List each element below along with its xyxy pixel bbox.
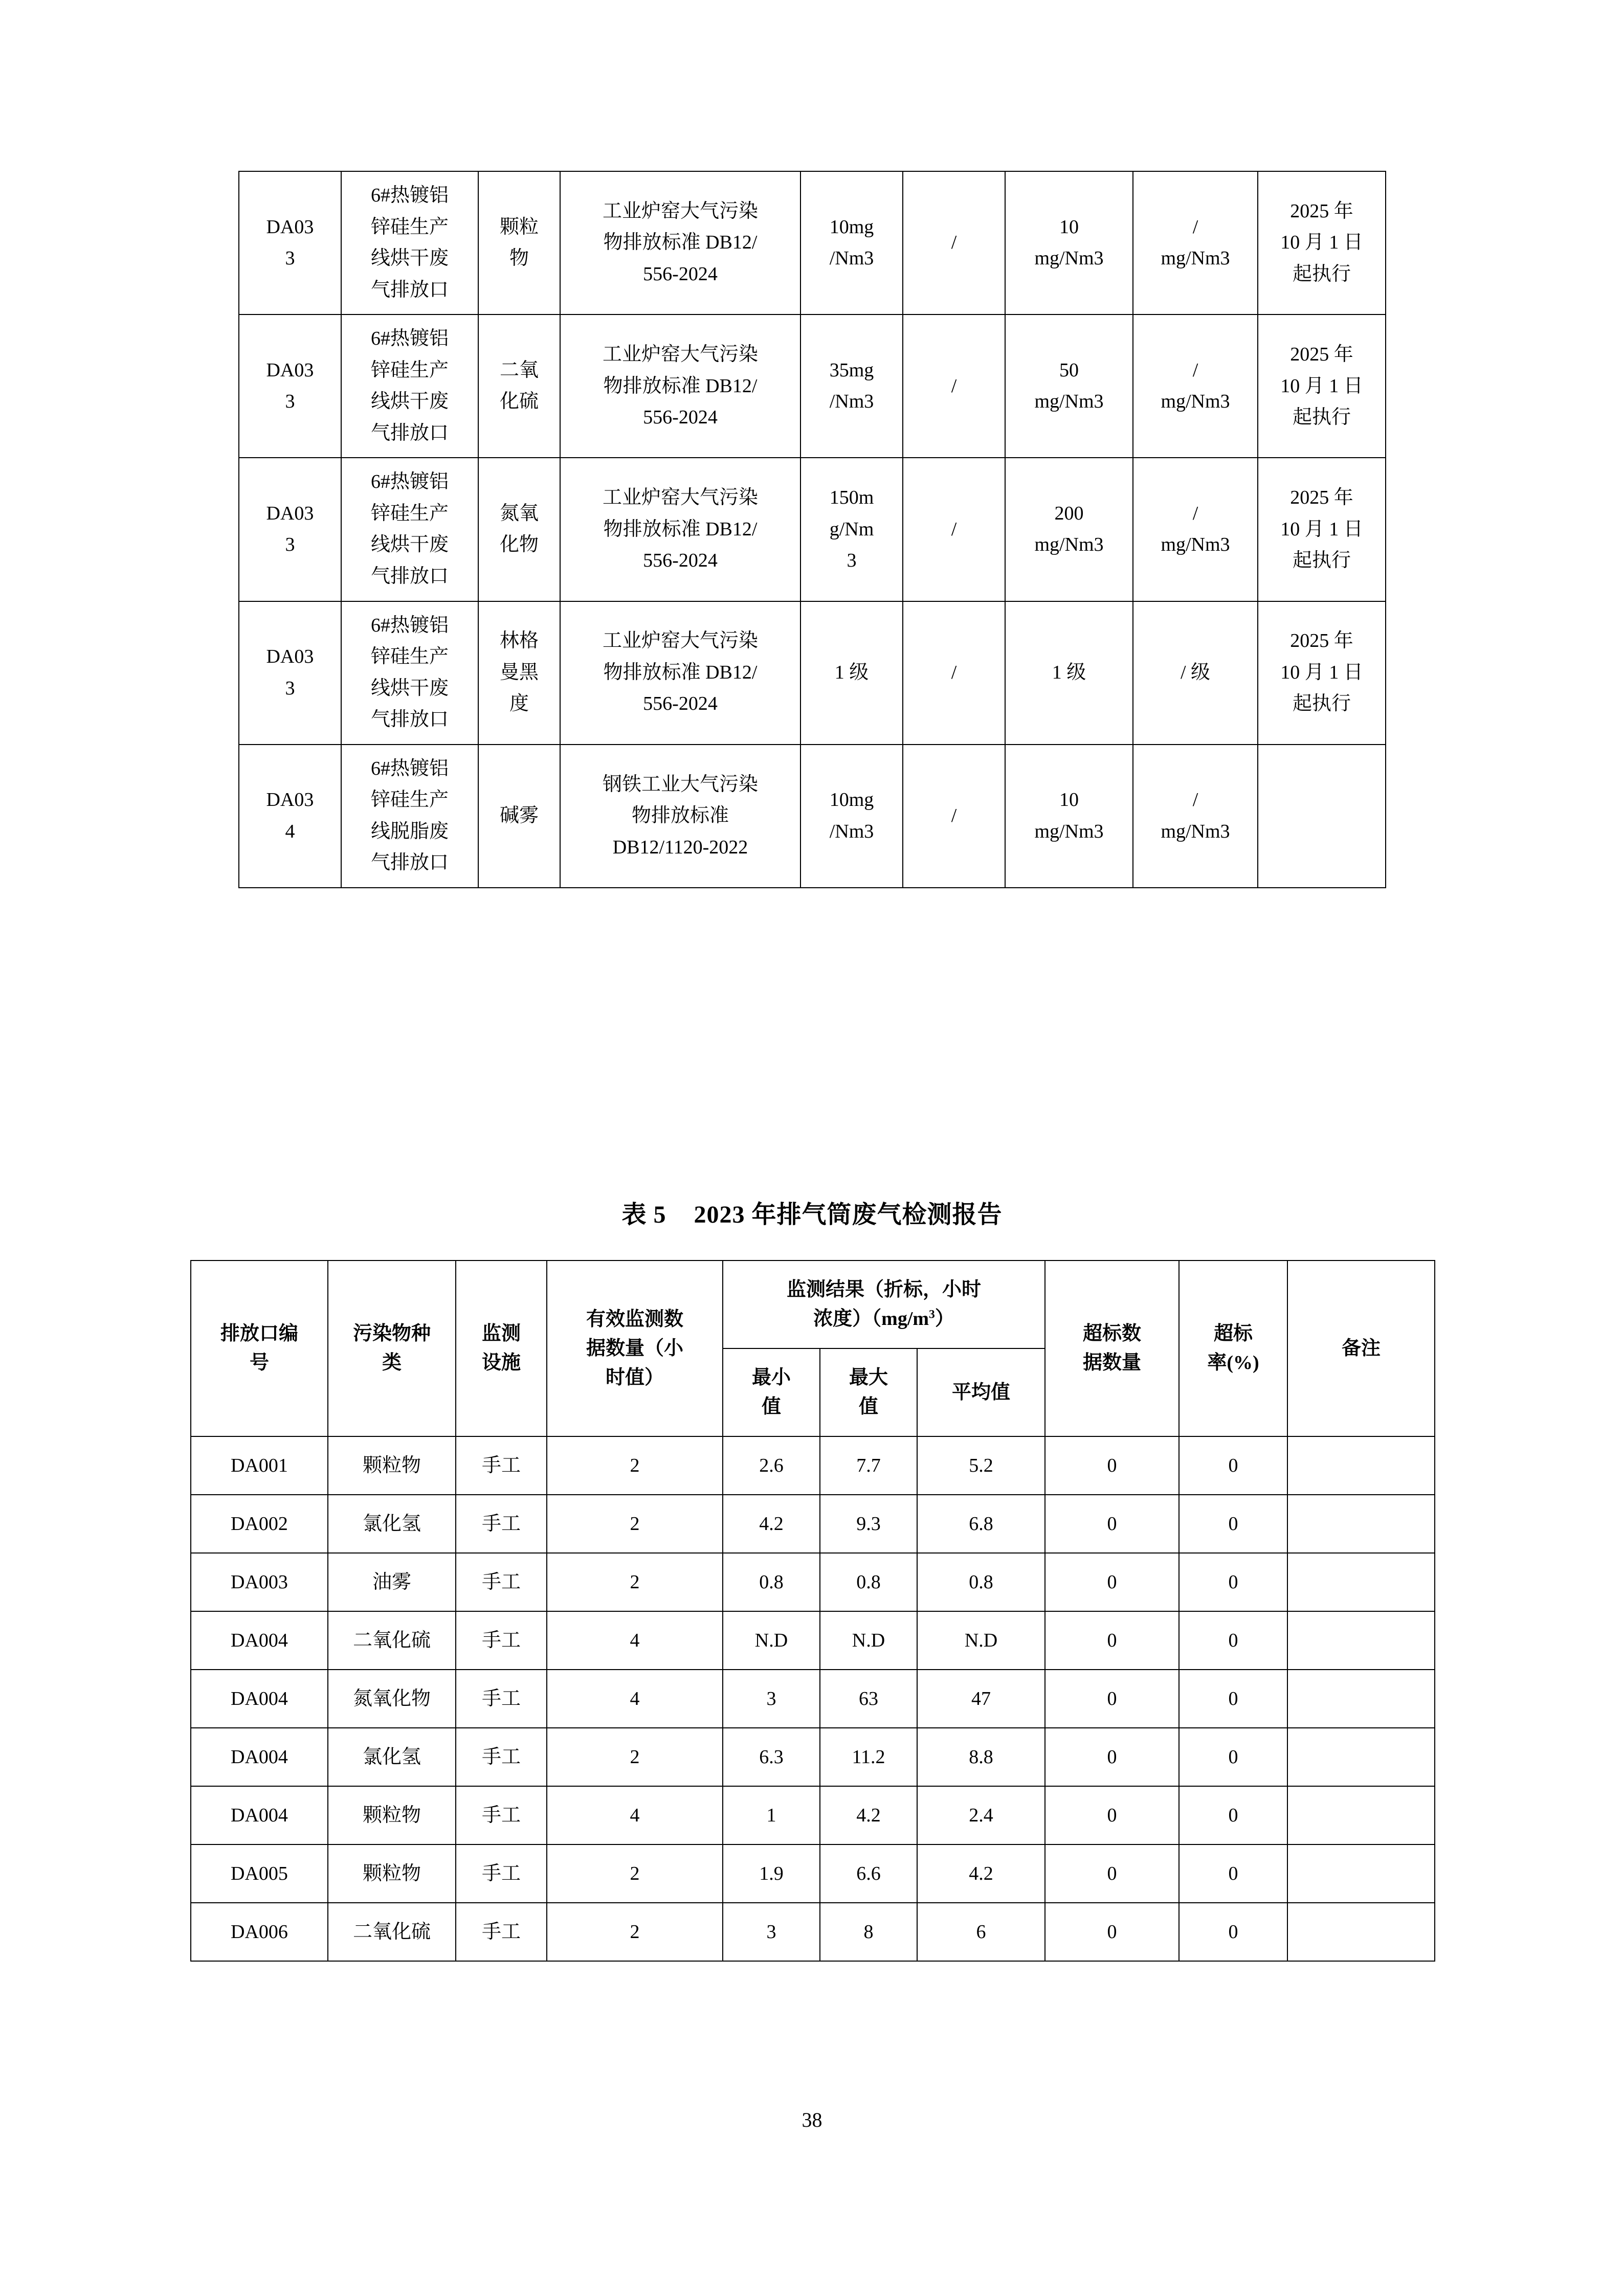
cell-monitor-facility: 手工 <box>456 1844 547 1903</box>
permit-conc-line: g/Nm <box>829 518 874 540</box>
cell-note <box>1258 171 1386 314</box>
table5-caption-label: 表 5 <box>621 1201 666 1228</box>
cell-permit-conc-limit <box>800 314 903 458</box>
cell-permit-conc-limit <box>800 458 903 601</box>
permit-conc-line: 1 级 <box>834 661 869 683</box>
cell-max-value: N.D <box>820 1611 917 1670</box>
cell-outlet-code: DA001 <box>191 1436 328 1495</box>
header-valid-data-count-line: 据数量（小 <box>586 1337 683 1359</box>
note-line: 2025 年 <box>1290 487 1353 509</box>
standard-line: 物排放标准 DB12/ <box>603 232 758 254</box>
permit-conc-line: /Nm3 <box>829 820 874 842</box>
table-row <box>239 314 1386 458</box>
cell-pollutant: 颗粒物 <box>328 1786 456 1844</box>
cell-avg-value: 0.8 <box>917 1553 1045 1611</box>
header-exceed-count-line: 据数量 <box>1083 1352 1142 1374</box>
permit-conc-line: /Nm3 <box>829 391 874 413</box>
table-row <box>191 1844 1435 1903</box>
outlet-name-line: 线烘干废 <box>370 677 449 699</box>
cell-pollutant: 氯化氢 <box>328 1728 456 1786</box>
outlet-code-line: 4 <box>285 820 295 842</box>
note-line: 起执行 <box>1292 550 1351 572</box>
standard-conc-line: 10 <box>1059 216 1079 238</box>
cell-max-value: 11.2 <box>820 1728 917 1786</box>
cell-valid-data-count: 2 <box>547 1844 723 1903</box>
cell-max-value: 8 <box>820 1903 917 1961</box>
standard-rate-line: / 级 <box>1180 661 1211 683</box>
standard-rate-line: mg/Nm3 <box>1161 534 1230 556</box>
cell-max-value: 4.2 <box>820 1786 917 1844</box>
header-max-value-line: 值 <box>858 1396 878 1417</box>
cell-standard-rate-limit <box>1133 314 1258 458</box>
cell-permit-conc-limit <box>800 601 903 745</box>
cell-min-value: 3 <box>723 1670 820 1728</box>
cell-outlet-name <box>341 601 478 745</box>
table-row <box>191 1495 1435 1553</box>
outlet-name-line: 6#热镀铝 <box>370 328 449 350</box>
cell-exceed-count: 0 <box>1045 1903 1179 1961</box>
cell-outlet-code: DA006 <box>191 1903 328 1961</box>
page-number: 38 <box>802 2108 822 2131</box>
cell-avg-value: 4.2 <box>917 1844 1045 1903</box>
outlet-name-line: 6#热镀铝 <box>370 614 449 636</box>
header-min-value <box>723 1348 820 1436</box>
header-exceed-count-line: 超标数 <box>1083 1323 1142 1344</box>
cell-note <box>1258 745 1386 888</box>
header-monitor-facility <box>456 1260 547 1436</box>
outlet-name-line: 锌硅生产 <box>370 789 449 811</box>
standard-line: 556-2024 <box>643 693 718 715</box>
standard-conc-line: 1 级 <box>1052 661 1086 683</box>
cell-standard-rate-limit <box>1133 458 1258 601</box>
outlet-name-line: 线烘干废 <box>370 391 449 413</box>
cell-pollutant: 二氧化硫 <box>328 1611 456 1670</box>
cell-standard-conc-limit <box>1005 171 1133 314</box>
cell-pollutant <box>478 171 560 314</box>
note-line: 10 月 1 日 <box>1280 518 1363 540</box>
cell-pollutant: 二氧化硫 <box>328 1903 456 1961</box>
cell-permit-rate-limit <box>903 171 1005 314</box>
table5-header-row-1 <box>191 1260 1435 1348</box>
table-row <box>191 1728 1435 1786</box>
cell-pollutant <box>478 745 560 888</box>
standard-line: 556-2024 <box>643 550 718 572</box>
outlet-name-line: 气排放口 <box>370 422 449 444</box>
cell-exceed-rate: 0 <box>1179 1844 1287 1903</box>
header-avg-value <box>917 1348 1045 1436</box>
cell-outlet-code: DA005 <box>191 1844 328 1903</box>
header-remark-line: 备注 <box>1342 1337 1381 1359</box>
pollutant-line: 氮氧 <box>499 502 539 524</box>
permit-rate-line: / <box>951 232 957 254</box>
standard-line: 物排放标准 DB12/ <box>603 518 758 540</box>
cell-max-value: 63 <box>820 1670 917 1728</box>
pollutant-line: 颗粒 <box>499 216 539 238</box>
cell-outlet-code <box>239 601 341 745</box>
standard-line: DB12/1120-2022 <box>612 836 748 858</box>
cell-exceed-rate: 0 <box>1179 1611 1287 1670</box>
header-exceed-rate <box>1179 1260 1287 1436</box>
pollutant-line: 物 <box>509 247 529 269</box>
note-line: 起执行 <box>1292 693 1351 715</box>
cell-outlet-code: DA004 <box>191 1611 328 1670</box>
cell-valid-data-count: 2 <box>547 1903 723 1961</box>
standard-rate-line: / <box>1192 216 1198 238</box>
outlet-name-line: 锌硅生产 <box>370 502 449 524</box>
cell-outlet-code: DA002 <box>191 1495 328 1553</box>
permit-rate-line: / <box>951 805 957 827</box>
table-row <box>191 1553 1435 1611</box>
cell-monitor-facility: 手工 <box>456 1786 547 1844</box>
cell-avg-value: 6 <box>917 1903 1045 1961</box>
cell-avg-value: 47 <box>917 1670 1045 1728</box>
cell-monitor-facility: 手工 <box>456 1553 547 1611</box>
standard-rate-line: mg/Nm3 <box>1161 820 1230 842</box>
table-row <box>239 601 1386 745</box>
cell-max-value: 0.8 <box>820 1553 917 1611</box>
table5-caption <box>0 1195 1624 1230</box>
outlet-code-line: 3 <box>285 391 295 413</box>
outlet-code-line: DA03 <box>266 216 314 238</box>
outlet-name-line: 气排放口 <box>370 566 449 588</box>
pollutant-line: 化硫 <box>499 391 539 413</box>
header-exceed-rate-line: 超标 <box>1214 1323 1253 1344</box>
cell-permit-conc-limit <box>800 171 903 314</box>
standard-rate-line: / <box>1192 502 1198 524</box>
outlet-code-line: 3 <box>285 247 295 269</box>
cell-avg-value: 5.2 <box>917 1436 1045 1495</box>
standard-rate-line: / <box>1192 359 1198 381</box>
cell-remark <box>1287 1670 1435 1728</box>
outlet-name-line: 锌硅生产 <box>370 216 449 238</box>
cell-standard-rate-limit <box>1133 745 1258 888</box>
standard-conc-line: mg/Nm3 <box>1034 247 1104 269</box>
cell-outlet-code: DA004 <box>191 1786 328 1844</box>
outlet-name-line: 气排放口 <box>370 709 449 731</box>
cell-standard-conc-limit <box>1005 745 1133 888</box>
header-max-value <box>820 1348 917 1436</box>
permit-conc-line: /Nm3 <box>829 247 874 269</box>
cell-pollutant: 颗粒物 <box>328 1436 456 1495</box>
cell-exceed-count: 0 <box>1045 1844 1179 1903</box>
outlet-name-line: 气排放口 <box>370 852 449 874</box>
header-result-group-line: 浓度）$(mg/m^3)$ <box>813 1308 954 1330</box>
cell-permit-conc-limit <box>800 745 903 888</box>
cell-monitor-facility: 手工 <box>456 1670 547 1728</box>
note-line: 2025 年 <box>1290 630 1353 652</box>
cell-avg-value: N.D <box>917 1611 1045 1670</box>
pollutant-line: 林格 <box>499 630 539 652</box>
header-pollutant-type <box>328 1260 456 1436</box>
outlet-name-line: 6#热镀铝 <box>370 185 449 206</box>
standard-line: 物排放标准 DB12/ <box>603 661 758 683</box>
cell-exceed-rate: 0 <box>1179 1903 1287 1961</box>
standard-line: 556-2024 <box>643 263 718 285</box>
cell-standard <box>560 171 800 314</box>
permit-rate-line: / <box>951 661 957 683</box>
cell-exceed-count: 0 <box>1045 1611 1179 1670</box>
cell-outlet-name <box>341 458 478 601</box>
table-row <box>239 745 1386 888</box>
standard-line: 工业炉窑大气污染 <box>602 200 758 222</box>
cell-outlet-name <box>341 171 478 314</box>
standard-conc-line: mg/Nm3 <box>1034 391 1104 413</box>
note-line: 2025 年 <box>1290 343 1353 365</box>
cell-min-value: 1.9 <box>723 1844 820 1903</box>
cell-valid-data-count: 4 <box>547 1611 723 1670</box>
cell-avg-value: 2.4 <box>917 1786 1045 1844</box>
note-line: 2025 年 <box>1290 200 1353 222</box>
cell-pollutant: 氮氧化物 <box>328 1670 456 1728</box>
cell-exceed-count: 0 <box>1045 1728 1179 1786</box>
standard-line: 工业炉窑大气污染 <box>602 343 758 365</box>
cell-outlet-code: DA004 <box>191 1728 328 1786</box>
header-monitor-facility-line: 设施 <box>481 1352 521 1374</box>
header-monitor-facility-line: 监测 <box>481 1323 521 1344</box>
cell-min-value: 4.2 <box>723 1495 820 1553</box>
cell-exceed-count: 0 <box>1045 1495 1179 1553</box>
pollutant-line: 碱雾 <box>499 805 539 827</box>
cell-exceed-rate: 0 <box>1179 1436 1287 1495</box>
header-valid-data-count-line: 有效监测数 <box>586 1308 683 1330</box>
standard-line: 工业炉窑大气污染 <box>602 630 758 652</box>
cell-min-value: N.D <box>723 1611 820 1670</box>
cell-standard <box>560 314 800 458</box>
note-line: 起执行 <box>1292 407 1351 429</box>
outlet-name-line: 气排放口 <box>370 279 449 301</box>
header-remark <box>1287 1260 1435 1436</box>
outlet-code-line: DA03 <box>266 502 314 524</box>
permit-conc-line: 10mg <box>829 216 874 238</box>
standard-conc-line: 10 <box>1059 789 1079 811</box>
cell-valid-data-count: 2 <box>547 1436 723 1495</box>
cell-standard-rate-limit <box>1133 171 1258 314</box>
cell-max-value: 6.6 <box>820 1844 917 1903</box>
table5-caption-title: 2023 年排气筒废气检测报告 <box>694 1201 1003 1228</box>
standard-conc-line: mg/Nm3 <box>1034 534 1104 556</box>
outlet-code-line: DA03 <box>266 789 314 811</box>
cell-outlet-code: DA003 <box>191 1553 328 1611</box>
cell-pollutant: 油雾 <box>328 1553 456 1611</box>
cell-exceed-rate: 0 <box>1179 1670 1287 1728</box>
outlet-name-line: 线烘干废 <box>370 534 449 556</box>
cell-exceed-rate: 0 <box>1179 1786 1287 1844</box>
cell-standard-conc-limit <box>1005 314 1133 458</box>
pollutant-line: 化物 <box>499 534 539 556</box>
cell-remark <box>1287 1786 1435 1844</box>
cell-permit-rate-limit <box>903 601 1005 745</box>
header-valid-data-count <box>547 1260 723 1436</box>
cell-remark <box>1287 1553 1435 1611</box>
header-monitoring-result-group <box>723 1260 1045 1348</box>
note-line: 10 月 1 日 <box>1280 661 1363 683</box>
cell-remark <box>1287 1436 1435 1495</box>
outlet-name-line: 锌硅生产 <box>370 359 449 381</box>
cell-valid-data-count: 2 <box>547 1553 723 1611</box>
header-pollutant-type-line: 污染物种 <box>352 1323 431 1344</box>
permit-conc-line: 150m <box>829 487 874 509</box>
standard-rate-line: / <box>1192 789 1198 811</box>
outlet-name-line: 6#热镀铝 <box>370 471 449 493</box>
standard-line: 556-2024 <box>643 407 718 429</box>
cell-avg-value: 8.8 <box>917 1728 1045 1786</box>
outlet-name-line: 6#热镀铝 <box>370 757 449 779</box>
header-outlet-code-line: 号 <box>249 1352 269 1374</box>
cell-exceed-count: 0 <box>1045 1786 1179 1844</box>
standard-line: 物排放标准 DB12/ <box>603 375 758 397</box>
emission-permit-table <box>238 171 1386 888</box>
outlet-name-line: 线脱脂废 <box>370 820 449 842</box>
standard-conc-line: 50 <box>1059 359 1079 381</box>
outlet-code-line: DA03 <box>266 646 314 668</box>
cell-standard <box>560 601 800 745</box>
cell-remark <box>1287 1903 1435 1961</box>
cell-min-value: 1 <box>723 1786 820 1844</box>
cell-outlet-name <box>341 314 478 458</box>
table-row <box>239 458 1386 601</box>
cell-pollutant <box>478 458 560 601</box>
standard-line: 工业炉窑大气污染 <box>602 487 758 509</box>
pollutant-line: 二氧 <box>499 359 539 381</box>
cell-standard-conc-limit <box>1005 601 1133 745</box>
cell-monitor-facility: 手工 <box>456 1903 547 1961</box>
cell-remark <box>1287 1611 1435 1670</box>
cell-remark <box>1287 1728 1435 1786</box>
cell-monitor-facility: 手工 <box>456 1495 547 1553</box>
table-row <box>191 1611 1435 1670</box>
cell-standard <box>560 458 800 601</box>
standard-conc-line: 200 <box>1054 502 1084 524</box>
cell-pollutant <box>478 314 560 458</box>
permit-rate-line: / <box>951 375 957 397</box>
note-line: 起执行 <box>1292 263 1351 285</box>
cell-valid-data-count: 2 <box>547 1728 723 1786</box>
standard-rate-line: mg/Nm3 <box>1161 391 1230 413</box>
cell-valid-data-count: 4 <box>547 1670 723 1728</box>
header-outlet-code-line: 排放口编 <box>220 1323 298 1344</box>
cell-avg-value: 6.8 <box>917 1495 1045 1553</box>
cell-standard <box>560 745 800 888</box>
cell-pollutant: 氯化氢 <box>328 1495 456 1553</box>
cell-permit-rate-limit <box>903 745 1005 888</box>
pollutant-line: 度 <box>509 693 529 715</box>
cell-max-value: 9.3 <box>820 1495 917 1553</box>
cell-remark <box>1287 1495 1435 1553</box>
cell-min-value: 3 <box>723 1903 820 1961</box>
cell-valid-data-count: 2 <box>547 1495 723 1553</box>
header-min-value-line: 最小 <box>751 1367 791 1388</box>
cell-remark <box>1287 1844 1435 1903</box>
cell-permit-rate-limit <box>903 458 1005 601</box>
stack-gas-monitoring-table <box>190 1260 1435 1962</box>
cell-standard-conc-limit <box>1005 458 1133 601</box>
cell-exceed-count: 0 <box>1045 1436 1179 1495</box>
header-exceed-rate-line: 率(%) <box>1207 1352 1259 1374</box>
header-min-value-line: 值 <box>761 1396 781 1417</box>
cell-outlet-name <box>341 745 478 888</box>
note-line: 10 月 1 日 <box>1280 232 1363 254</box>
outlet-code-line: DA03 <box>266 359 314 381</box>
cell-permit-rate-limit <box>903 314 1005 458</box>
header-valid-data-count-line: 时值） <box>605 1366 664 1388</box>
table-row <box>191 1903 1435 1961</box>
cell-exceed-rate: 0 <box>1179 1495 1287 1553</box>
cell-note <box>1258 314 1386 458</box>
cell-monitor-facility: 手工 <box>456 1611 547 1670</box>
cell-min-value: 6.3 <box>723 1728 820 1786</box>
cell-max-value: 7.7 <box>820 1436 917 1495</box>
cell-outlet-code <box>239 458 341 601</box>
cell-exceed-rate: 0 <box>1179 1728 1287 1786</box>
outlet-code-line: 3 <box>285 534 295 556</box>
cell-exceed-rate: 0 <box>1179 1553 1287 1611</box>
permit-conc-line: 35mg <box>829 359 874 381</box>
table-row <box>191 1786 1435 1844</box>
cell-outlet-code: DA004 <box>191 1670 328 1728</box>
permit-conc-line: 3 <box>847 550 857 572</box>
standard-rate-line: mg/Nm3 <box>1161 247 1230 269</box>
standard-line: 钢铁工业大气污染 <box>602 773 758 795</box>
permit-rate-line: / <box>951 518 957 540</box>
cell-min-value: 2.6 <box>723 1436 820 1495</box>
outlet-name-line: 锌硅生产 <box>370 646 449 668</box>
header-pollutant-type-line: 类 <box>382 1352 402 1374</box>
cell-outlet-code <box>239 314 341 458</box>
standard-line: 物排放标准 <box>631 805 729 827</box>
outlet-code-line: 3 <box>285 677 295 699</box>
cell-standard-rate-limit <box>1133 601 1258 745</box>
cell-monitor-facility: 手工 <box>456 1436 547 1495</box>
cell-pollutant <box>478 601 560 745</box>
table-row <box>239 171 1386 314</box>
header-exceed-count <box>1045 1260 1179 1436</box>
cell-min-value: 0.8 <box>723 1553 820 1611</box>
cell-exceed-count: 0 <box>1045 1553 1179 1611</box>
permit-conc-line: 10mg <box>829 789 874 811</box>
note-line: 10 月 1 日 <box>1280 375 1363 397</box>
header-result-group-line: 监测结果（折标，小时 <box>787 1279 982 1300</box>
header-outlet-code <box>191 1260 328 1436</box>
header-avg-value-line: 平均值 <box>952 1381 1011 1403</box>
cell-note <box>1258 601 1386 745</box>
outlet-name-line: 线烘干废 <box>370 247 449 269</box>
cell-valid-data-count: 4 <box>547 1786 723 1844</box>
cell-outlet-code <box>239 745 341 888</box>
standard-conc-line: mg/Nm3 <box>1034 820 1104 842</box>
table-row <box>191 1670 1435 1728</box>
cell-exceed-count: 0 <box>1045 1670 1179 1728</box>
cell-pollutant: 颗粒物 <box>328 1844 456 1903</box>
cell-monitor-facility: 手工 <box>456 1728 547 1786</box>
pollutant-line: 曼黑 <box>499 661 539 683</box>
cell-note <box>1258 458 1386 601</box>
header-max-value-line: 最大 <box>849 1367 888 1388</box>
cell-outlet-code <box>239 171 341 314</box>
table-row <box>191 1436 1435 1495</box>
